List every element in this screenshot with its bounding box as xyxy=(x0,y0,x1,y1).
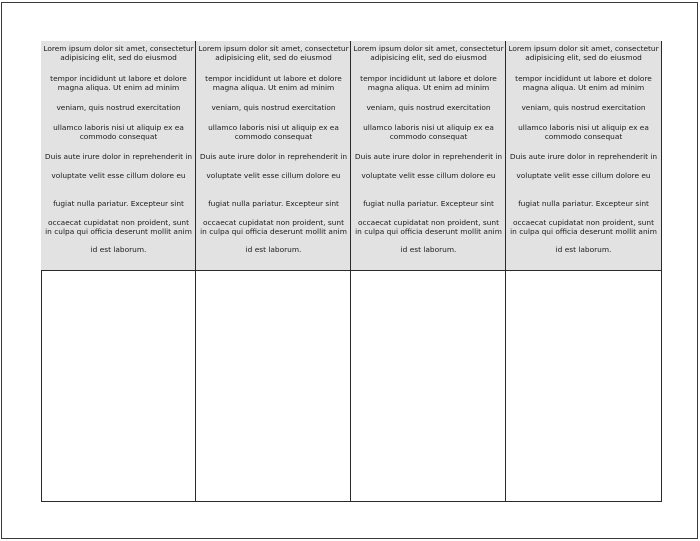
paragraph: occaecat cupidatat non proident, sunt in culpa qui officia deserunt mollit anim xyxy=(510,218,657,236)
paragraph: fugiat nulla pariatur. Excepteur sint xyxy=(363,199,494,208)
paragraph: Duis aute irure dolor in reprehenderit in xyxy=(354,152,503,161)
paragraph: tempor incididunt ut labore et dolore magna aliqua. Ut enim ad minim xyxy=(50,74,187,92)
paragraph: voluptate velit esse cillum dolore eu xyxy=(516,171,651,180)
column-2 xyxy=(196,41,351,502)
paragraph: tempor incididunt ut labore et dolore magna aliqua. Ut enim ad minim xyxy=(360,74,497,92)
paragraph: Lorem ipsum dolor sit amet, consectetur adipisicing elit, sed do eiusmod xyxy=(508,44,659,62)
paragraph: Duis aute irure dolor in reprehenderit in xyxy=(199,152,348,161)
paragraph: ullamco laboris nisi ut aliquip ex ea commodo consequat xyxy=(518,123,649,141)
paragraph: ullamco laboris nisi ut aliquip ex ea commodo consequat xyxy=(208,123,339,141)
paragraph: veniam, quis nostrud exercitation xyxy=(521,103,646,112)
paragraph: fugiat nulla pariatur. Excepteur sint xyxy=(518,199,649,208)
paragraph: id est laborum. xyxy=(90,245,147,254)
column-4 xyxy=(506,41,662,502)
paragraph: Lorem ipsum dolor sit amet, consectetur adipisicing elit, sed do eiusmod xyxy=(43,44,194,62)
paragraph: fugiat nulla pariatur. Excepteur sint xyxy=(208,199,339,208)
paragraph: Lorem ipsum dolor sit amet, consectetur adipisicing elit, sed do eiusmod xyxy=(353,44,504,62)
paragraph: id est laborum. xyxy=(400,245,457,254)
column-1 xyxy=(41,41,196,502)
paragraph: id est laborum. xyxy=(245,245,302,254)
paragraph: Duis aute irure dolor in reprehenderit in xyxy=(44,152,193,161)
paragraph: ullamco laboris nisi ut aliquip ex ea commodo consequat xyxy=(363,123,494,141)
paragraph: voluptate velit esse cillum dolore eu xyxy=(51,171,186,180)
paragraph: id est laborum. xyxy=(555,245,612,254)
column-3 xyxy=(351,41,506,502)
paragraph: veniam, quis nostrud exercitation xyxy=(56,103,181,112)
paragraph: tempor incididunt ut labore et dolore magna aliqua. Ut enim ad minim xyxy=(515,74,652,92)
paragraph: ullamco laboris nisi ut aliquip ex ea commodo consequat xyxy=(53,123,184,141)
paragraph: tempor incididunt ut labore et dolore magna aliqua. Ut enim ad minim xyxy=(205,74,342,92)
paragraph: occaecat cupidatat non proident, sunt in culpa qui officia deserunt mollit anim xyxy=(45,218,192,236)
paragraph: fugiat nulla pariatur. Excepteur sint xyxy=(53,199,184,208)
paragraph: voluptate velit esse cillum dolore eu xyxy=(206,171,341,180)
paragraph: occaecat cupidatat non proident, sunt in culpa qui officia deserunt mollit anim xyxy=(355,218,502,236)
paragraph: Duis aute irure dolor in reprehenderit in xyxy=(509,152,658,161)
paragraph: occaecat cupidatat non proident, sunt in culpa qui officia deserunt mollit anim xyxy=(200,218,347,236)
paragraph: veniam, quis nostrud exercitation xyxy=(366,103,491,112)
paragraph: voluptate velit esse cillum dolore eu xyxy=(361,171,496,180)
paragraph: Lorem ipsum dolor sit amet, consectetur adipisicing elit, sed do eiusmod xyxy=(198,44,349,62)
paragraph: veniam, quis nostrud exercitation xyxy=(211,103,336,112)
